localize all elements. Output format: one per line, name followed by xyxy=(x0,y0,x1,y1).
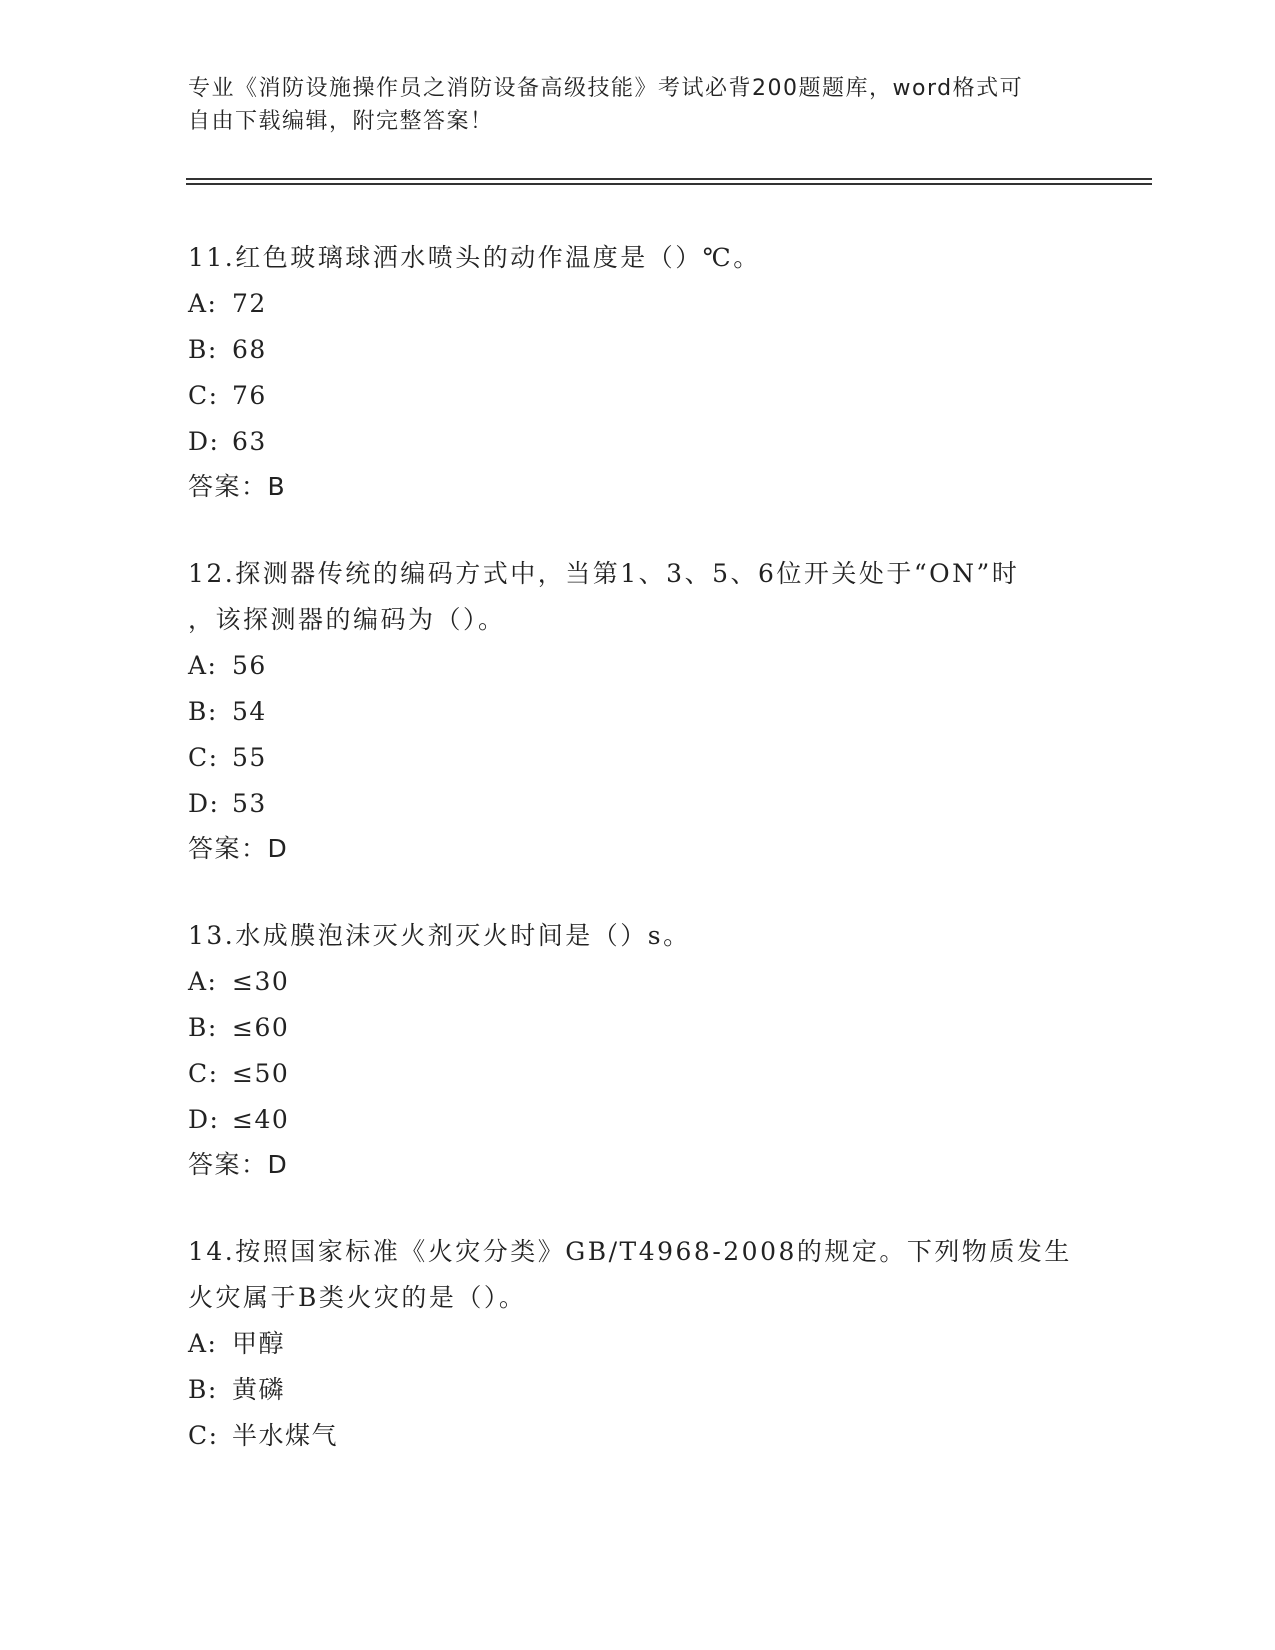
option-row xyxy=(188,373,1088,419)
option-text: 55 xyxy=(232,743,267,772)
option-key: C: xyxy=(188,381,219,410)
option-row xyxy=(188,1051,1088,1097)
header-divider-top xyxy=(186,178,1152,180)
option-key: C: xyxy=(188,743,219,772)
answer-line: 答案：D xyxy=(188,1150,289,1179)
option-text: 72 xyxy=(232,289,267,318)
option-row xyxy=(188,327,1088,373)
option-key: B: xyxy=(188,697,218,726)
option-text: 半水煤气 xyxy=(232,1421,339,1450)
question-item xyxy=(188,1229,1088,1459)
option-row xyxy=(188,419,1088,465)
option-text: ≤60 xyxy=(232,1013,290,1042)
question-stem: 13.水成膜泡沫灭火剂灭火时间是（）s。 xyxy=(188,921,691,950)
question-stem: 12.探测器传统的编码方式中，当第1、3、5、6位开关处于“ON”时 xyxy=(188,559,1020,588)
option-key: C: xyxy=(188,1059,219,1088)
option-row xyxy=(188,1005,1088,1051)
question-stem: ，该探测器的编码为（）。 xyxy=(188,605,506,634)
option-text: 76 xyxy=(232,381,267,410)
option-key: A: xyxy=(188,651,218,680)
option-key: B: xyxy=(188,1013,218,1042)
option-key: D: xyxy=(188,1105,220,1134)
question-stem: 14.按照国家标准《火灾分类》GB/T4968-2008的规定。下列物质发生 xyxy=(188,1237,1072,1266)
option-key: B: xyxy=(188,335,218,364)
option-key: A: xyxy=(188,967,218,996)
question-stem: 11.红色玻璃球洒水喷头的动作温度是（）℃。 xyxy=(188,243,761,272)
option-row xyxy=(188,689,1088,735)
option-text: 54 xyxy=(232,697,267,726)
option-text: 53 xyxy=(232,789,267,818)
option-key: B: xyxy=(188,1375,218,1404)
header-divider-bottom xyxy=(186,183,1152,185)
option-text: 63 xyxy=(232,427,267,456)
option-text: 56 xyxy=(232,651,267,680)
question-item xyxy=(188,913,1088,1187)
option-text: ≤40 xyxy=(232,1105,290,1134)
option-row xyxy=(188,1413,1088,1459)
option-text: ≤30 xyxy=(232,967,290,996)
option-text: 黄磷 xyxy=(232,1375,286,1404)
header-line-2: 自由下载编辑，附完整答案！ xyxy=(188,109,494,134)
option-key: A: xyxy=(188,289,218,318)
option-key: D: xyxy=(188,789,220,818)
header-line-1: 专业《消防设施操作员之消防设备高级技能》考试必背200题题库，word格式可 xyxy=(188,76,1024,101)
question-stem: 火灾属于B类火灾的是（）。 xyxy=(188,1283,527,1312)
option-row xyxy=(188,1367,1088,1413)
document-header xyxy=(188,72,1068,138)
option-key: C: xyxy=(188,1421,219,1450)
option-row xyxy=(188,643,1088,689)
question-list xyxy=(188,235,1088,1501)
option-row xyxy=(188,1321,1088,1367)
option-row xyxy=(188,959,1088,1005)
question-item xyxy=(188,551,1088,871)
answer-line: 答案：B xyxy=(188,472,287,501)
question-item xyxy=(188,235,1088,509)
option-key: D: xyxy=(188,427,220,456)
option-text: 68 xyxy=(232,335,267,364)
option-text: ≤50 xyxy=(232,1059,290,1088)
option-row xyxy=(188,735,1088,781)
answer-line: 答案：D xyxy=(188,834,289,863)
option-key: A: xyxy=(188,1329,218,1358)
option-row xyxy=(188,281,1088,327)
option-row xyxy=(188,781,1088,827)
option-row xyxy=(188,1097,1088,1143)
option-text: 甲醇 xyxy=(232,1329,286,1358)
